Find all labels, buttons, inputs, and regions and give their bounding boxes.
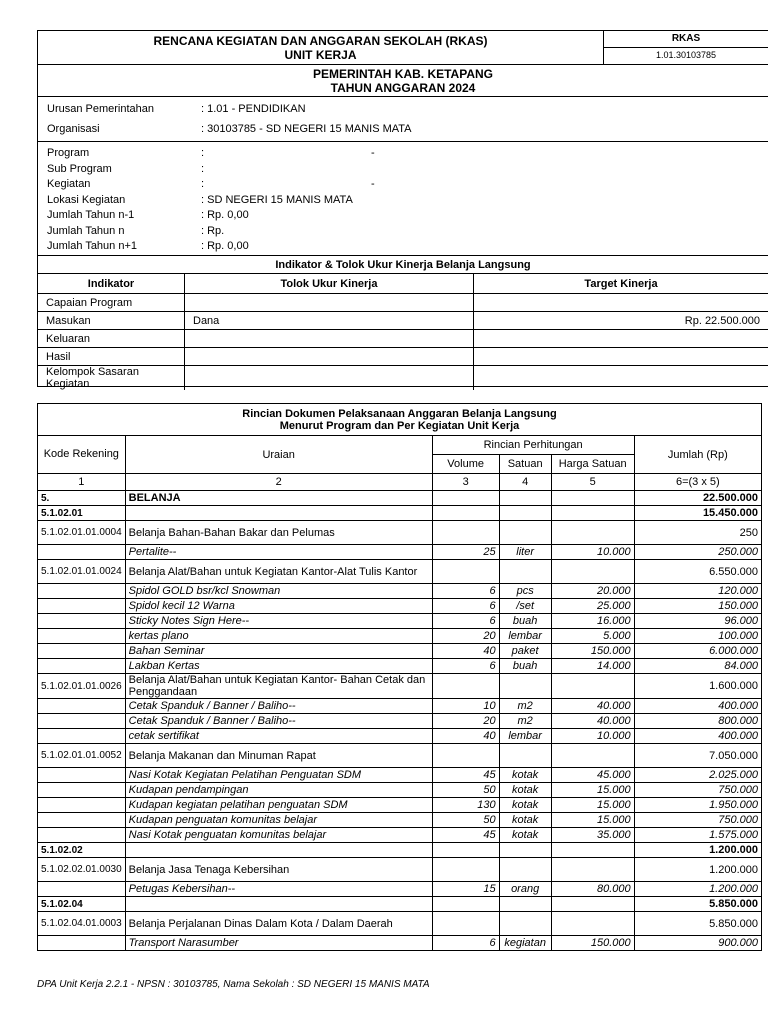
table-cell xyxy=(38,882,126,897)
indicator-cell xyxy=(474,294,768,312)
table-row xyxy=(38,714,762,729)
table-cell: BELANJA xyxy=(125,491,432,506)
table-cell xyxy=(38,783,126,798)
table-cell: 6.000.000 xyxy=(634,644,761,659)
table-cell: lembar xyxy=(499,729,551,744)
table-cell: 5.1.02.01.01.0026 xyxy=(38,674,126,699)
table-row xyxy=(38,936,762,951)
table-cell xyxy=(432,897,499,912)
table-cell: buah xyxy=(499,614,551,629)
indicator-header: Target Kinerja xyxy=(474,274,768,294)
table-cell: 1.200.000 xyxy=(634,882,761,897)
footer-note: DPA Unit Kerja 2.2.1 - NPSN : 30103785, Nama Sekolah : SD NEGERI 15 MANIS MATA xyxy=(37,979,430,990)
table-cell: kotak xyxy=(499,828,551,843)
table-cell: 10.000 xyxy=(551,729,634,744)
table-cell: Spidol GOLD bsr/kcl Snowman xyxy=(125,584,432,599)
table-cell xyxy=(432,521,499,545)
info-label: Kegiatan xyxy=(47,178,91,190)
table-cell xyxy=(499,674,551,699)
table-cell: 22.500.000 xyxy=(634,491,761,506)
table-cell: 15.450.000 xyxy=(634,506,761,521)
table-cell: Belanja Alat/Bahan untuk Kegiatan Kantor-Alat Tulis Kantor xyxy=(125,560,432,584)
table-cell: 800.000 xyxy=(634,714,761,729)
rkas-header-box xyxy=(37,30,768,390)
index-cell: 5 xyxy=(551,474,634,491)
table-cell: 6 xyxy=(432,599,499,614)
table-cell xyxy=(499,560,551,584)
table-cell: Belanja Makanan dan Minuman Rapat xyxy=(125,744,432,768)
table-cell: 1.600.000 xyxy=(634,674,761,699)
table-row xyxy=(38,491,762,506)
table-cell: 5.1.02.04 xyxy=(38,897,126,912)
table-cell xyxy=(38,714,126,729)
info-value: : xyxy=(201,162,205,175)
indicator-header: Tolok Ukur Kinerja xyxy=(185,274,474,294)
table-cell: 20 xyxy=(432,714,499,729)
info-value: : xyxy=(201,178,205,190)
table-row xyxy=(38,659,762,674)
table-cell xyxy=(38,798,126,813)
table-row xyxy=(38,614,762,629)
table-cell: pcs xyxy=(499,584,551,599)
indicator-title: Indikator & Tolok Ukur Kinerja Belanja Langsung xyxy=(38,256,768,274)
table-cell: 25 xyxy=(432,545,499,560)
table-row xyxy=(38,828,762,843)
government-title: PEMERINTAH KAB. KETAPANG TAHUN ANGGARAN 2024 xyxy=(38,64,768,97)
info-value: : SD NEGERI 15 MANIS MATA xyxy=(201,193,353,206)
table-cell: 750.000 xyxy=(634,813,761,828)
table-cell xyxy=(38,768,126,783)
table-cell: 50 xyxy=(432,783,499,798)
table-cell: 900.000 xyxy=(634,936,761,951)
table-cell xyxy=(432,744,499,768)
table-cell: 16.000 xyxy=(551,614,634,629)
header-volume: Volume xyxy=(432,455,499,474)
table-cell: Transport Narasumber xyxy=(125,936,432,951)
header-jumlah: Jumlah (Rp) xyxy=(634,436,761,474)
table-cell: 80.000 xyxy=(551,882,634,897)
table-row xyxy=(38,768,762,783)
table-row xyxy=(38,521,762,545)
table-cell xyxy=(551,674,634,699)
index-cell: 1 xyxy=(38,474,126,491)
table-row xyxy=(38,843,762,858)
rincian-title: Rincian Dokumen Pelaksanaan Anggaran Belanja Langsung Menurut Program dan Per Kegiatan Unit Kerja xyxy=(38,404,762,436)
info-label: Urusan Pemerintahan xyxy=(47,103,155,115)
indicator-cell xyxy=(474,348,768,366)
table-cell: 20 xyxy=(432,629,499,644)
table-cell xyxy=(432,491,499,506)
table-cell: 6 xyxy=(432,614,499,629)
index-cell: 4 xyxy=(499,474,551,491)
table-row xyxy=(38,897,762,912)
table-cell xyxy=(551,744,634,768)
table-cell: 150.000 xyxy=(551,644,634,659)
table-cell xyxy=(38,936,126,951)
table-cell xyxy=(551,843,634,858)
info-value: : Rp. xyxy=(201,224,225,237)
table-cell: Belanja Alat/Bahan untuk Kegiatan Kantor- Bahan Cetak dan Penggandaan xyxy=(125,674,432,699)
table-cell: 5.1.02.01 xyxy=(38,506,126,521)
table-row xyxy=(38,545,762,560)
table-cell: kotak xyxy=(499,783,551,798)
table-cell: 45.000 xyxy=(551,768,634,783)
table-cell: 20.000 xyxy=(551,584,634,599)
table-cell xyxy=(499,897,551,912)
table-row xyxy=(38,744,762,768)
table-cell: 6 xyxy=(432,584,499,599)
table-row xyxy=(38,858,762,882)
table-cell: 100.000 xyxy=(634,629,761,644)
rincian-table xyxy=(37,403,762,951)
document-title: RENCANA KEGIATAN DAN ANGGARAN SEKOLAH (RKAS) UNIT KERJA xyxy=(38,31,604,64)
table-cell xyxy=(38,614,126,629)
table-cell: 2.025.000 xyxy=(634,768,761,783)
table-cell: 120.000 xyxy=(634,584,761,599)
table-cell: Nasi Kotak Kegiatan Pelatihan Penguatan SDM xyxy=(125,768,432,783)
header-rincian: Rincian Perhitungan xyxy=(432,436,634,455)
indicator-cell xyxy=(474,330,768,348)
table-cell: 40.000 xyxy=(551,714,634,729)
indicator-cell xyxy=(185,294,474,312)
table-cell: 6.550.000 xyxy=(634,560,761,584)
table-cell xyxy=(125,506,432,521)
table-cell: /set xyxy=(499,599,551,614)
table-cell: 15.000 xyxy=(551,813,634,828)
table-cell: 5.850.000 xyxy=(634,912,761,936)
info-value: : Rp. 0,00 xyxy=(201,240,249,252)
indicator-cell: Capaian Program xyxy=(38,294,185,312)
index-cell: 6=(3 x 5) xyxy=(634,474,761,491)
table-cell: kotak xyxy=(499,813,551,828)
table-cell xyxy=(499,506,551,521)
table-cell xyxy=(125,843,432,858)
table-cell: 1.575.000 xyxy=(634,828,761,843)
table-cell: Kudapan pendampingan xyxy=(125,783,432,798)
table-cell: kotak xyxy=(499,768,551,783)
table-cell: Kudapan kegiatan pelatihan penguatan SDM xyxy=(125,798,432,813)
table-cell: Belanja Perjalanan Dinas Dalam Kota / Dalam Daerah xyxy=(125,912,432,936)
indicator-cell xyxy=(474,366,768,391)
table-cell xyxy=(38,659,126,674)
table-cell xyxy=(38,699,126,714)
table-cell xyxy=(432,912,499,936)
info-label: Program xyxy=(47,147,90,159)
index-cell: 3 xyxy=(432,474,499,491)
table-cell xyxy=(432,843,499,858)
table-cell: Nasi Kotak penguatan komunitas belajar xyxy=(125,828,432,843)
table-cell xyxy=(499,843,551,858)
table-cell: 7.050.000 xyxy=(634,744,761,768)
table-row xyxy=(38,729,762,744)
table-cell: 10 xyxy=(432,699,499,714)
table-cell xyxy=(38,828,126,843)
info-label: Sub Program xyxy=(47,162,112,175)
table-cell xyxy=(499,912,551,936)
table-row xyxy=(38,644,762,659)
table-cell: 40 xyxy=(432,729,499,744)
table-cell: Belanja Jasa Tenaga Kebersihan xyxy=(125,858,432,882)
table-cell: 150.000 xyxy=(551,936,634,951)
table-cell xyxy=(38,644,126,659)
info-extra: - xyxy=(371,178,375,190)
table-cell: Cetak Spanduk / Banner / Baliho-- xyxy=(125,714,432,729)
indicator-table xyxy=(38,255,768,390)
table-row xyxy=(38,912,762,936)
table-row xyxy=(38,629,762,644)
table-cell: 96.000 xyxy=(634,614,761,629)
table-cell: 5.000 xyxy=(551,629,634,644)
table-cell: 6 xyxy=(432,936,499,951)
table-cell: 50 xyxy=(432,813,499,828)
table-row xyxy=(38,699,762,714)
table-cell xyxy=(551,858,634,882)
table-cell: orang xyxy=(499,882,551,897)
table-cell: 5.1.02.01.01.0052 xyxy=(38,744,126,768)
table-cell xyxy=(38,729,126,744)
table-cell: 5. xyxy=(38,491,126,506)
info-extra: - xyxy=(371,147,375,159)
table-cell: 40.000 xyxy=(551,699,634,714)
table-cell xyxy=(551,506,634,521)
table-cell: 40 xyxy=(432,644,499,659)
table-cell xyxy=(38,629,126,644)
indicator-cell: Hasil xyxy=(38,348,185,366)
info-label: Jumlah Tahun n-1 xyxy=(47,209,135,221)
rkas-code: 1.01.30103785 xyxy=(655,50,717,60)
table-cell: m2 xyxy=(499,699,551,714)
table-row xyxy=(38,599,762,614)
table-cell xyxy=(38,584,126,599)
table-row xyxy=(38,584,762,599)
table-cell: 35.000 xyxy=(551,828,634,843)
indicator-cell xyxy=(185,348,474,366)
rkas-label: RKAS xyxy=(604,31,768,48)
table-cell: 250 xyxy=(634,521,761,545)
table-cell: lembar xyxy=(499,629,551,644)
info-label: Jumlah Tahun n+1 xyxy=(47,240,138,252)
table-cell: 130 xyxy=(432,798,499,813)
table-cell xyxy=(499,858,551,882)
table-cell: 10.000 xyxy=(551,545,634,560)
indicator-cell: Keluaran xyxy=(38,330,185,348)
table-cell: 14.000 xyxy=(551,659,634,674)
table-cell: 5.1.02.04.01.0003 xyxy=(38,912,126,936)
table-row xyxy=(38,798,762,813)
index-cell: 2 xyxy=(125,474,432,491)
table-cell: kotak xyxy=(499,798,551,813)
table-cell: 15 xyxy=(432,882,499,897)
table-cell: Spidol kecil 12 Warna xyxy=(125,599,432,614)
table-cell xyxy=(551,560,634,584)
table-cell: buah xyxy=(499,659,551,674)
table-cell: kertas plano xyxy=(125,629,432,644)
table-cell xyxy=(38,545,126,560)
table-cell: Kudapan penguatan komunitas belajar xyxy=(125,813,432,828)
table-row xyxy=(38,506,762,521)
info-value: : 30103785 - SD NEGERI 15 MANIS MATA xyxy=(201,123,412,135)
indicator-header: Indikator xyxy=(38,274,185,294)
table-cell xyxy=(125,897,432,912)
indicator-cell: Kelompok Sasaran Kegiatan xyxy=(38,366,185,391)
indicator-cell xyxy=(185,330,474,348)
table-cell: Pertalite-- xyxy=(125,545,432,560)
table-cell: kegiatan xyxy=(499,936,551,951)
table-cell xyxy=(432,674,499,699)
table-cell: 250.000 xyxy=(634,545,761,560)
info-value: : Rp. 0,00 xyxy=(201,209,249,221)
table-cell: 84.000 xyxy=(634,659,761,674)
indicator-cell: Masukan xyxy=(38,312,185,330)
table-cell: 45 xyxy=(432,768,499,783)
table-cell: 5.1.02.02.01.0030 xyxy=(38,858,126,882)
indicator-cell: Dana xyxy=(185,312,474,330)
info-label: Lokasi Kegiatan xyxy=(47,193,126,206)
table-cell: cetak sertifikat xyxy=(125,729,432,744)
table-cell xyxy=(551,897,634,912)
table-cell xyxy=(432,506,499,521)
table-cell xyxy=(551,491,634,506)
divider xyxy=(38,141,768,142)
header-harga: Harga Satuan xyxy=(551,455,634,474)
table-cell: 400.000 xyxy=(634,729,761,744)
table-cell: 1.200.000 xyxy=(634,858,761,882)
table-row xyxy=(38,783,762,798)
table-cell xyxy=(432,560,499,584)
table-cell: 6 xyxy=(432,659,499,674)
table-cell: Lakban Kertas xyxy=(125,659,432,674)
table-cell xyxy=(38,813,126,828)
info-value: : xyxy=(201,147,205,159)
table-cell: liter xyxy=(499,545,551,560)
table-cell: 1.200.000 xyxy=(634,843,761,858)
table-cell: m2 xyxy=(499,714,551,729)
table-row xyxy=(38,674,762,699)
table-cell xyxy=(551,912,634,936)
table-cell xyxy=(499,521,551,545)
table-cell: paket xyxy=(499,644,551,659)
table-cell: Petugas Kebersihan-- xyxy=(125,882,432,897)
table-cell: 45 xyxy=(432,828,499,843)
table-cell: 5.850.000 xyxy=(634,897,761,912)
table-row xyxy=(38,813,762,828)
indicator-cell xyxy=(185,366,474,391)
table-cell: 1.950.000 xyxy=(634,798,761,813)
table-cell: 400.000 xyxy=(634,699,761,714)
table-cell xyxy=(432,858,499,882)
table-cell: 25.000 xyxy=(551,599,634,614)
info-value: : 1.01 - PENDIDIKAN xyxy=(201,103,306,115)
table-cell: 150.000 xyxy=(634,599,761,614)
rincian-body xyxy=(38,491,762,951)
table-cell xyxy=(499,491,551,506)
table-cell xyxy=(551,521,634,545)
table-cell: Cetak Spanduk / Banner / Baliho-- xyxy=(125,699,432,714)
indicator-cell: Rp. 22.500.000 xyxy=(474,312,768,330)
table-cell: 5.1.02.01.01.0004 xyxy=(38,521,126,545)
table-row xyxy=(38,560,762,584)
table-cell: 5.1.02.01.01.0024 xyxy=(38,560,126,584)
info-label: Organisasi xyxy=(47,123,100,135)
info-label: Jumlah Tahun n xyxy=(47,224,125,237)
table-cell: 15.000 xyxy=(551,798,634,813)
table-cell: Belanja Bahan-Bahan Bakar dan Pelumas xyxy=(125,521,432,545)
table-cell xyxy=(38,599,126,614)
table-row xyxy=(38,882,762,897)
table-cell xyxy=(499,744,551,768)
header-kode: Kode Rekening xyxy=(38,436,126,474)
table-cell: 5.1.02.02 xyxy=(38,843,126,858)
header-satuan: Satuan xyxy=(499,455,551,474)
table-cell: 15.000 xyxy=(551,783,634,798)
table-cell: Bahan Seminar xyxy=(125,644,432,659)
table-cell: Sticky Notes Sign Here-- xyxy=(125,614,432,629)
table-cell: 750.000 xyxy=(634,783,761,798)
header-uraian: Uraian xyxy=(125,436,432,474)
